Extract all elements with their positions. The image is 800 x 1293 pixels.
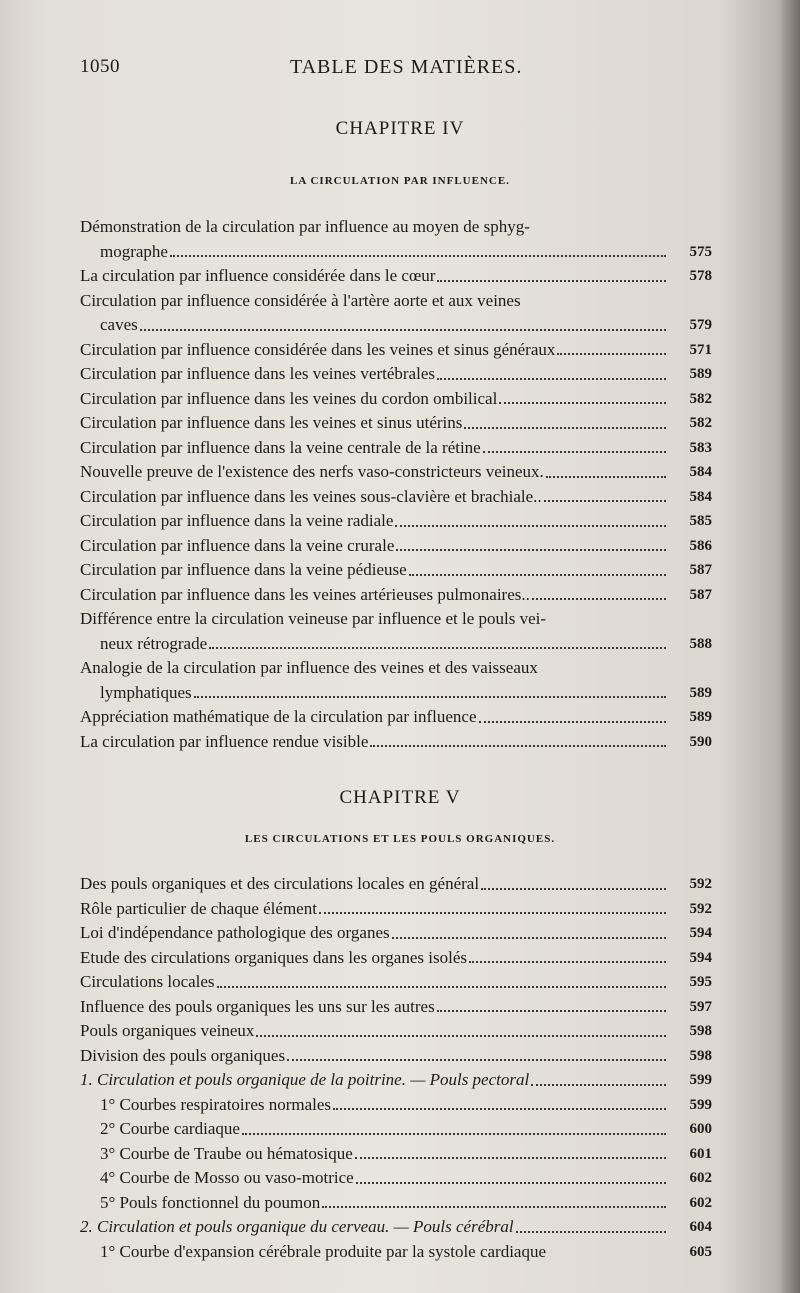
chapter-5-title: CHAPITRE V: [339, 787, 461, 808]
toc-entry-text: Loi d'indépendance pathologique des organes: [80, 923, 390, 942]
toc-entry: [80, 215, 712, 264]
toc-entry-text: Circulation par influence dans les veines sous-clavière et brachiale..: [80, 486, 542, 506]
toc-entry: [80, 1142, 712, 1167]
toc-page-number: 586: [689, 537, 712, 554]
toc-page-number: 587: [689, 562, 712, 578]
toc-line: [80, 387, 712, 412]
toc-entry-text: lymphatiques: [100, 682, 192, 702]
toc-line: [80, 436, 712, 461]
toc-entry: [80, 289, 712, 338]
toc-line: [80, 730, 712, 755]
dot-leader: [355, 1157, 666, 1159]
toc-page-number: 599: [689, 1072, 712, 1088]
toc-entry: [80, 872, 712, 897]
toc-entry: [80, 338, 712, 363]
toc-page-number: 583: [689, 439, 712, 456]
toc-entry: [80, 509, 712, 534]
toc-page-number: 571: [689, 341, 712, 358]
toc-entry-text: Circulation par influence dans les veines et sinus utérins: [80, 413, 463, 432]
dot-leader: [544, 500, 666, 502]
chapter-5-subtitle: LES CIRCULATIONS ET LES POULS ORGANIQUES.: [244, 833, 556, 845]
toc-page-number: 602: [689, 1170, 712, 1186]
toc-entry-text: 3° Courbe de Traube ou hématosique: [100, 1143, 353, 1163]
toc-entry: [80, 970, 712, 995]
toc-entry-text: 2° Courbe cardiaque: [100, 1119, 240, 1138]
dot-leader: [516, 1231, 666, 1233]
toc-entry: [80, 607, 712, 656]
dot-leader: [464, 427, 666, 429]
toc-entry-text: 2. Circulation et pouls organique du cerveau. — Pouls cérébral: [80, 1217, 514, 1236]
toc-entry-text: Circulation par influence dans les veines artérieuses pulmonaires..: [80, 584, 530, 604]
toc-entry-text: Analogie de la circulation par influence des veines et des vaisseaux: [80, 658, 538, 677]
toc-entry-text: caves: [100, 315, 138, 334]
toc-entry: [80, 1044, 712, 1069]
page-gutter-shadow: [782, 0, 800, 1293]
toc-entry: [80, 705, 712, 730]
toc-entry-text: Des pouls organiques et des circulations locales en général: [80, 874, 480, 893]
toc-page-number: 592: [689, 876, 712, 892]
toc-page-number: 582: [689, 415, 712, 431]
toc-page-number: 588: [689, 635, 712, 652]
dot-leader: [469, 961, 666, 963]
dot-leader: [531, 1084, 666, 1086]
toc-entry: [80, 995, 712, 1020]
dot-leader: [392, 937, 666, 939]
toc-entry-text: Circulation par influence considérée dans les veines et sinus généraux: [80, 339, 556, 359]
toc-entry-text: Etude des circulations organiques dans les organes isolés: [80, 947, 467, 967]
toc-page-number: 594: [689, 925, 712, 941]
toc-line: [80, 362, 712, 387]
toc-page-number: 582: [689, 390, 712, 407]
toc-entry-text: 1. Circulation et pouls organique de la poitrine. — Pouls pectoral: [80, 1070, 530, 1089]
chapter-4-title: CHAPITRE IV: [335, 118, 465, 139]
toc-entry: [80, 1240, 712, 1265]
dot-leader: [140, 329, 666, 331]
toc-page-number: 601: [689, 1145, 712, 1162]
toc-line: [80, 264, 712, 289]
toc-entry-text: Circulation par influence dans la veine centrale de la rétine: [80, 437, 481, 457]
toc-page-number: 575: [689, 243, 712, 260]
toc-entry: [80, 1117, 712, 1142]
toc-entry-text: 4° Courbe de Mosso ou vaso-motrice: [100, 1168, 354, 1187]
dot-leader: [256, 1035, 666, 1037]
chapter-4-contents: [80, 215, 712, 754]
toc-entry-text: Pouls organiques veineux: [80, 1021, 255, 1040]
toc-entry: [80, 1019, 712, 1044]
toc-entry: [80, 534, 712, 559]
toc-line: [80, 534, 712, 559]
toc-entry-text: 5° Pouls fonctionnel du poumon: [100, 1192, 321, 1212]
dot-leader: [437, 378, 666, 380]
toc-page-number: 604: [689, 1219, 712, 1235]
running-title: TABLE DES MATIÈRES.: [290, 56, 523, 78]
toc-page-number: 589: [689, 366, 712, 382]
toc-page-number: 600: [689, 1121, 712, 1137]
toc-page-number: 598: [689, 1023, 712, 1039]
toc-line: [80, 313, 712, 338]
toc-entry-text: Circulations locales: [80, 972, 215, 991]
dot-leader: [546, 476, 666, 478]
toc-line: [80, 240, 712, 265]
toc-entry: [80, 264, 712, 289]
toc-page-number: 584: [689, 488, 712, 505]
toc-line: [80, 607, 712, 632]
toc-entry: [80, 436, 712, 461]
dot-leader: [370, 745, 666, 747]
toc-line: [80, 681, 712, 706]
dot-leader: [437, 280, 666, 282]
chapter-4-subtitle: LA CIRCULATION PAR INFLUENCE.: [290, 175, 510, 187]
toc-page-number: 585: [689, 513, 712, 529]
dot-leader: [483, 451, 666, 453]
toc-entry-text: Influence des pouls organiques les uns sur les autres: [80, 996, 435, 1016]
dot-leader: [396, 549, 666, 551]
toc-entry: [80, 921, 712, 946]
dot-leader: [481, 888, 666, 890]
toc-entry: [80, 730, 712, 755]
toc-page-number: 594: [689, 949, 712, 966]
toc-line: [80, 656, 712, 681]
toc-entry: [80, 1191, 712, 1216]
toc-entry: [80, 460, 712, 485]
dot-leader: [322, 1206, 666, 1208]
toc-page-number: 598: [689, 1047, 712, 1064]
toc-line: [80, 289, 712, 314]
toc-page-number: 579: [689, 317, 712, 333]
toc-page-number: 602: [689, 1194, 712, 1211]
toc-entry-text: Circulation par influence dans la veine pédieuse: [80, 560, 407, 579]
dot-leader: [479, 721, 667, 723]
toc-entry-text: mographe: [100, 241, 168, 261]
toc-entry: [80, 387, 712, 412]
toc-line: [80, 460, 712, 485]
toc-page-number: 584: [689, 464, 712, 480]
toc-page-number: 587: [689, 586, 712, 603]
toc-page-number: 589: [689, 684, 712, 701]
toc-entry: [80, 583, 712, 608]
dot-leader: [170, 255, 666, 257]
dot-leader: [499, 402, 666, 404]
dot-leader: [209, 647, 666, 649]
toc-entry: [80, 485, 712, 510]
toc-entry-text: Démonstration de la circulation par influence au moyen de sphyg-: [80, 217, 530, 236]
toc-line: [80, 215, 712, 240]
dot-leader: [242, 1133, 666, 1135]
toc-entry-text: La circulation par influence rendue visible: [80, 731, 369, 751]
toc-page-number: 599: [689, 1096, 712, 1113]
toc-entry-text: 1° Courbes respiratoires normales: [100, 1094, 332, 1114]
toc-line: [80, 485, 712, 510]
toc-page-number: 590: [689, 733, 712, 750]
toc-line: [80, 338, 712, 363]
dot-leader: [395, 525, 666, 527]
dot-leader: [333, 1108, 666, 1110]
dot-leader: [409, 574, 666, 576]
toc-page-number: 589: [689, 709, 712, 725]
toc-entry-text: Circulation par influence dans la veine crurale: [80, 535, 395, 555]
toc-page-number: 597: [689, 998, 712, 1015]
toc-entry: [80, 1215, 712, 1240]
toc-line: [80, 632, 712, 657]
toc-page-number: 592: [689, 900, 712, 917]
running-header: [80, 56, 700, 86]
dot-leader: [287, 1059, 666, 1061]
toc-entry-text: Circulation par influence considérée à l'artère aorte et aux veines: [80, 290, 521, 310]
toc-line: [80, 509, 712, 534]
toc-page-number: 595: [689, 974, 712, 990]
toc-entry: [80, 1166, 712, 1191]
dot-leader: [194, 696, 666, 698]
toc-entry: [80, 656, 712, 705]
toc-line: [80, 705, 712, 730]
toc-entry: [80, 897, 712, 922]
toc-line: [80, 558, 712, 583]
toc-line: [80, 411, 712, 436]
dot-leader: [356, 1182, 666, 1184]
toc-page-number: 578: [689, 268, 712, 284]
chapter-5-contents: [80, 872, 712, 1264]
toc-entry: [80, 946, 712, 971]
toc-entry-text: neux rétrograde: [100, 633, 208, 653]
toc-entry-text: 1° Courbe d'expansion cérébrale produite par la systole cardiaque: [100, 1241, 547, 1261]
toc-entry: [80, 558, 712, 583]
toc-entry-text: Différence entre la circulation veineuse par influence et le pouls vei-: [80, 609, 547, 628]
dot-leader: [437, 1010, 666, 1012]
dot-leader: [532, 598, 666, 600]
toc-entry-text: Nouvelle preuve de l'existence des nerfs vaso-constricteurs veineux.: [80, 462, 544, 481]
toc-page-number: 605: [689, 1243, 712, 1260]
toc-entry: [80, 1093, 712, 1118]
toc-entry-text: La circulation par influence considérée dans le cœur: [80, 266, 436, 285]
toc-entry-text: Circulation par influence dans les veines vertébrales: [80, 364, 435, 383]
toc-entry-text: Rôle particulier de chaque élément: [80, 898, 317, 918]
dot-leader: [217, 986, 666, 988]
toc-entry-text: Appréciation mathématique de la circulation par influence: [80, 707, 477, 726]
dot-leader: [319, 912, 666, 914]
toc-line: [80, 583, 712, 608]
toc-entry-text: Division des pouls organiques: [80, 1045, 286, 1065]
toc-entry: [80, 1068, 712, 1093]
toc-entry: [80, 411, 712, 436]
toc-entry: [80, 362, 712, 387]
toc-entry-text: Circulation par influence dans la veine radiale: [80, 511, 394, 530]
page-number: 1050: [80, 56, 120, 77]
dot-leader: [557, 353, 666, 355]
toc-entry-text: Circulation par influence dans les veines du cordon ombilical: [80, 388, 498, 408]
